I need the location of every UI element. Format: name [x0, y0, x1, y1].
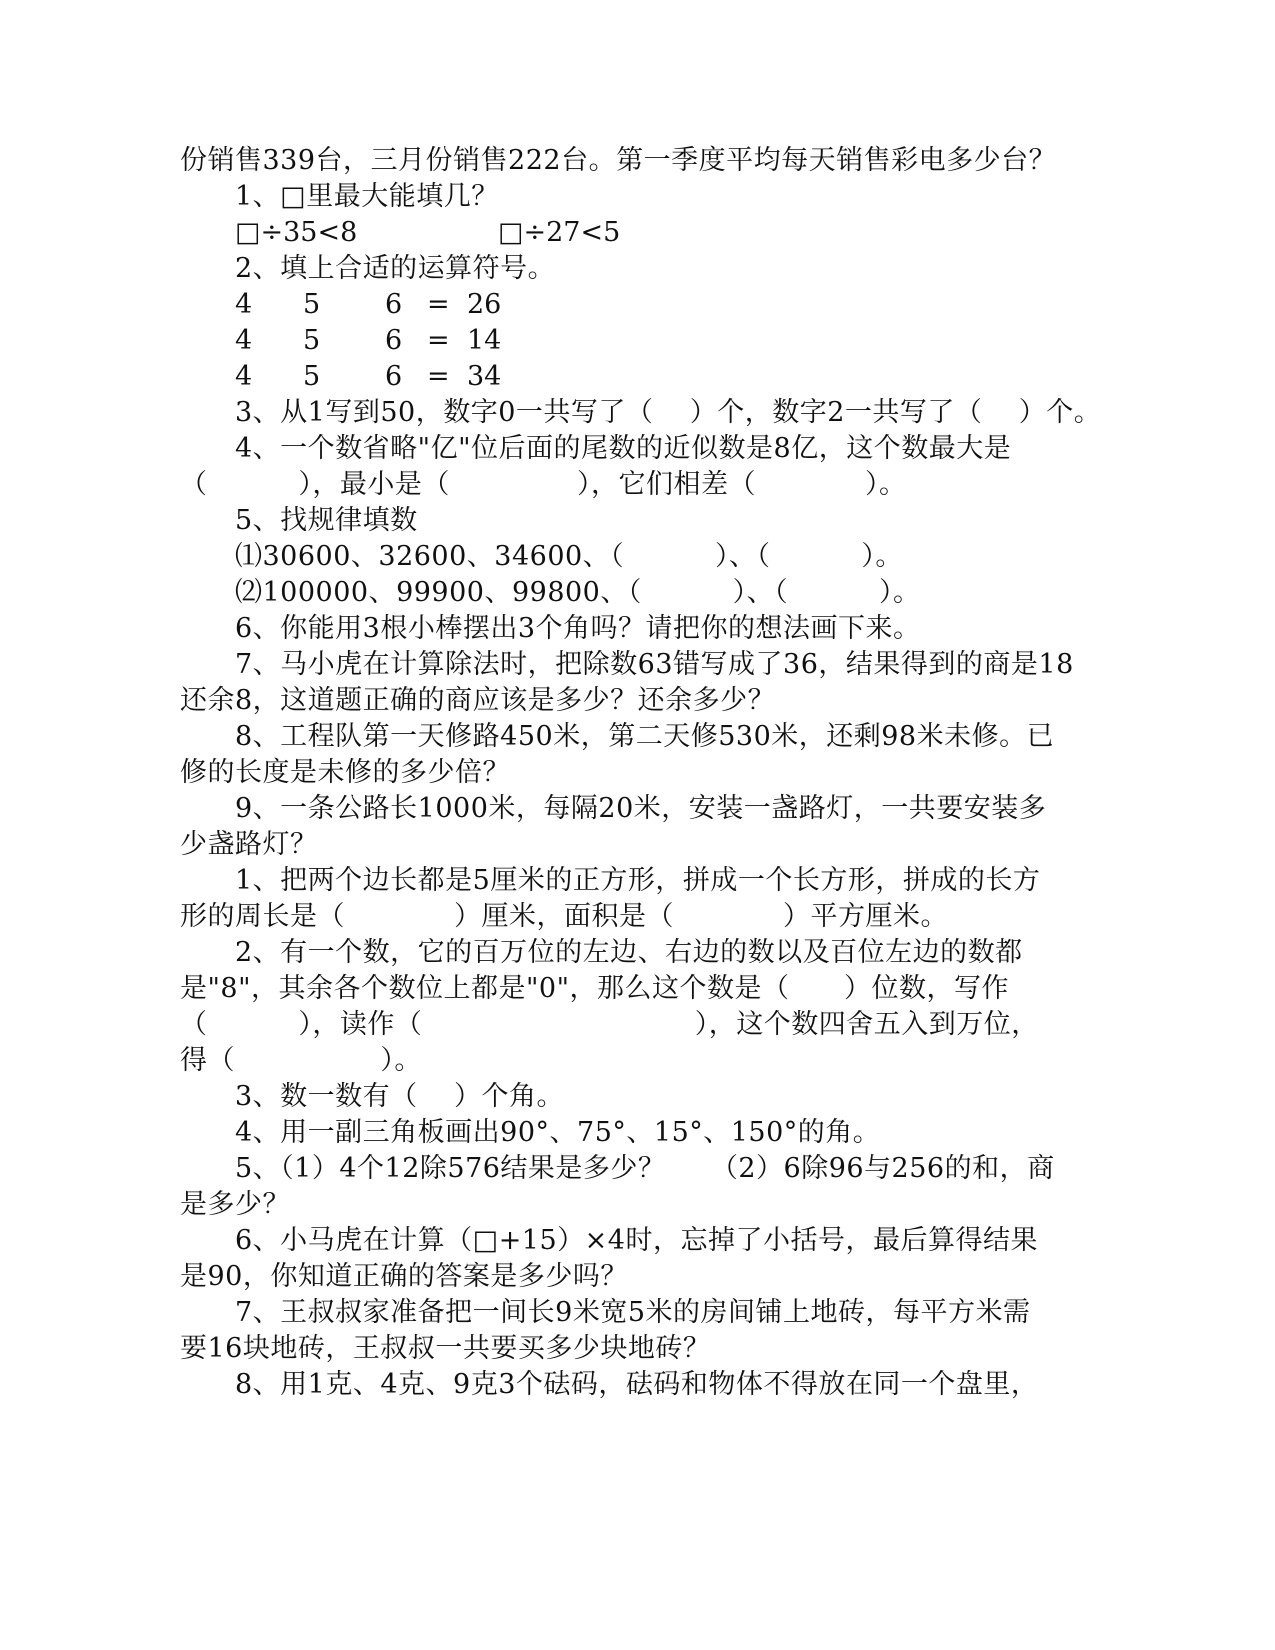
operand: 4 [235, 325, 253, 356]
text-line: 形的周长是（ ）厘米，面积是（ ）平方厘米。 [180, 901, 948, 932]
operand: 6 [385, 325, 403, 356]
operand: 6 [385, 289, 403, 320]
text-line: （ ），最小是（ ），它们相差（ ）。 [180, 469, 907, 500]
text-line: 修的长度是未修的多少倍？ [180, 757, 510, 788]
text-line: 是90，你知道正确的答案是多少吗？ [180, 1261, 628, 1292]
text-line: 是多少？ [180, 1189, 290, 1220]
result: 34 [467, 361, 502, 392]
text-line: 要16块地砖，王叔叔一共要买多少块地砖？ [180, 1333, 711, 1364]
inequality: □÷35<8 [235, 217, 358, 248]
text-line: 5、（1）4个12除576结果是多少？ （2）6除96与256的和，商 [235, 1153, 1055, 1184]
text-line: 6、小马虎在计算（□+15）×4时，忘掉了小括号，最后算得结果 [235, 1225, 1038, 1256]
operand: 6 [385, 361, 403, 392]
operand: 4 [235, 361, 253, 392]
question-heading: 1、□里最大能填几？ [235, 181, 499, 212]
text-line: 份销售339台，三月份销售222台。第一季度平均每天销售彩电多少台？ [180, 145, 1057, 176]
operand: 5 [303, 361, 321, 392]
text-line: 是"8"，其余各个数位上都是"0"，那么这个数是（ ）位数，写作 [180, 973, 1010, 1004]
equals-sign: = [427, 325, 450, 356]
inequality: □÷27<5 [498, 217, 621, 248]
text-line: 少盏路灯？ [180, 829, 318, 860]
question-heading: 2、填上合适的运算符号。 [235, 253, 556, 284]
equals-sign: = [427, 289, 450, 320]
result: 26 [467, 289, 502, 320]
text-line: 1、把两个边长都是5厘米的正方形，拼成一个长方形，拼成的长方 [235, 865, 1041, 896]
text-line: 7、马小虎在计算除法时，把除数63错写成了36，结果得到的商是18 [235, 649, 1074, 680]
operand: 5 [303, 325, 321, 356]
text-line: 6、你能用3根小棒摆出3个角吗？请把你的想法画下来。 [235, 613, 921, 644]
sequence-line: ⑵100000、99900、99800、（ ）、（ ）。 [235, 577, 921, 608]
text-line: （ ），读作（ ），这个数四舍五入到万位， [180, 1009, 1039, 1040]
text-line: 9、一条公路长1000米，每隔20米，安装一盏路灯，一共要安装多 [235, 793, 1047, 824]
text-line: 3、从1写到50，数字0一共写了（ ）个，数字2一共写了（ ）个。 [235, 397, 1102, 428]
operand: 5 [303, 289, 321, 320]
text-line: 4、用一副三角板画出90°、75°、15°、150°的角。 [235, 1117, 881, 1148]
question-heading: 5、找规律填数 [235, 505, 418, 536]
text-line: 还余8，这道题正确的商应该是多少？还余多少？ [180, 685, 776, 716]
text-line: 4、一个数省略"亿"位后面的尾数的近似数是8亿，这个数最大是 [235, 433, 1012, 464]
text-line: 3、数一数有（ ）个角。 [235, 1081, 565, 1112]
text-line: 8、用1克、4克、9克3个砝码，砝码和物体不得放在同一个盘里， [235, 1369, 1039, 1400]
equals-sign: = [427, 361, 450, 392]
sequence-line: ⑴30600、32600、34600、（ ）、（ ）。 [235, 541, 903, 572]
text-line: 2、有一个数，它的百万位的左边、右边的数以及百位左边的数都 [235, 937, 1023, 968]
text-line: 得（ ）。 [180, 1045, 422, 1076]
text-line: 7、王叔叔家准备把一间长9米宽5米的房间铺上地砖，每平方米需 [235, 1297, 1031, 1328]
text-line: 8、工程队第一天修路450米，第二天修530米，还剩98米未修。已 [235, 721, 1055, 752]
result: 14 [467, 325, 502, 356]
operand: 4 [235, 289, 253, 320]
